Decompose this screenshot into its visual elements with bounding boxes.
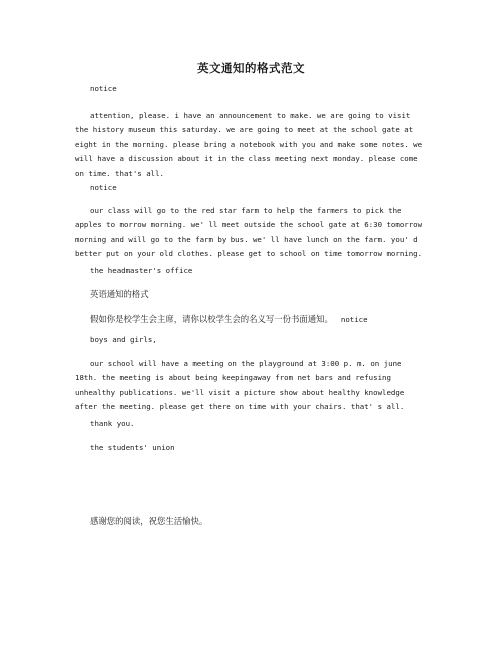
notice1-line: on time. that's all. bbox=[75, 168, 164, 178]
footer-text: 感谢您的阅读，祝您生活愉快。 bbox=[90, 516, 208, 526]
notice2-line: better put on your old clothes. please get to school on time tomorrow morning. bbox=[75, 249, 423, 259]
format-heading: 英语通知的格式 bbox=[90, 289, 149, 299]
task-line: 假如你是校学生会主席，请你以校学生会的名义写一份书面通知。 bbox=[90, 314, 333, 324]
notice3-line: 18th. the meeting is about being keepingaway from net bars and refusing bbox=[75, 373, 391, 383]
notice2-body bbox=[75, 204, 422, 262]
notice2-line: morning and will go to the farm by bus. we' ll have lunch on the farm. you' d bbox=[75, 234, 418, 244]
notice2-line: apples to morrow morning. we' ll meet outside the school gate at 6:30 tomorrow bbox=[75, 220, 423, 230]
notice3-signature: the students' union bbox=[90, 443, 175, 452]
notice3-line: our school will have a meeting on the playground at 3:00 p. m. on june bbox=[90, 359, 402, 368]
task-notice: notice bbox=[340, 315, 368, 324]
notice1-line: the history museum this saturday. we are going to meet at the school gate at bbox=[75, 125, 414, 135]
notice1-body bbox=[75, 109, 422, 181]
notice3-greeting: boys and girls, bbox=[90, 335, 157, 344]
notice3-body bbox=[75, 357, 404, 415]
notice1-line: eight in the morning. please bring a notebook with you and make some notes. we bbox=[75, 139, 423, 149]
task-row bbox=[75, 309, 368, 327]
notice2-line: our class will go to the red star farm to help the farmers to pick the bbox=[90, 206, 402, 215]
notice3-line: unhealthy publications. we'll visit a picture show about healthy knowledge bbox=[75, 387, 405, 397]
notice1-line: will have a discussion about it in the class meeting next monday. please come bbox=[75, 154, 418, 164]
notice3-line: after the meeting. please get there on time with your chairs. that' s all. bbox=[75, 402, 405, 412]
notice2-signature: the headmaster's office bbox=[90, 266, 193, 275]
notice3-closing: thank you. bbox=[90, 419, 135, 428]
document-title: 英文通知的格式范文 bbox=[197, 61, 305, 75]
notice1-heading: notice bbox=[90, 84, 117, 93]
notice1-line: attention, please. i have an announcement to make. we are going to visit bbox=[90, 111, 411, 120]
notice2-heading: notice bbox=[90, 183, 117, 192]
